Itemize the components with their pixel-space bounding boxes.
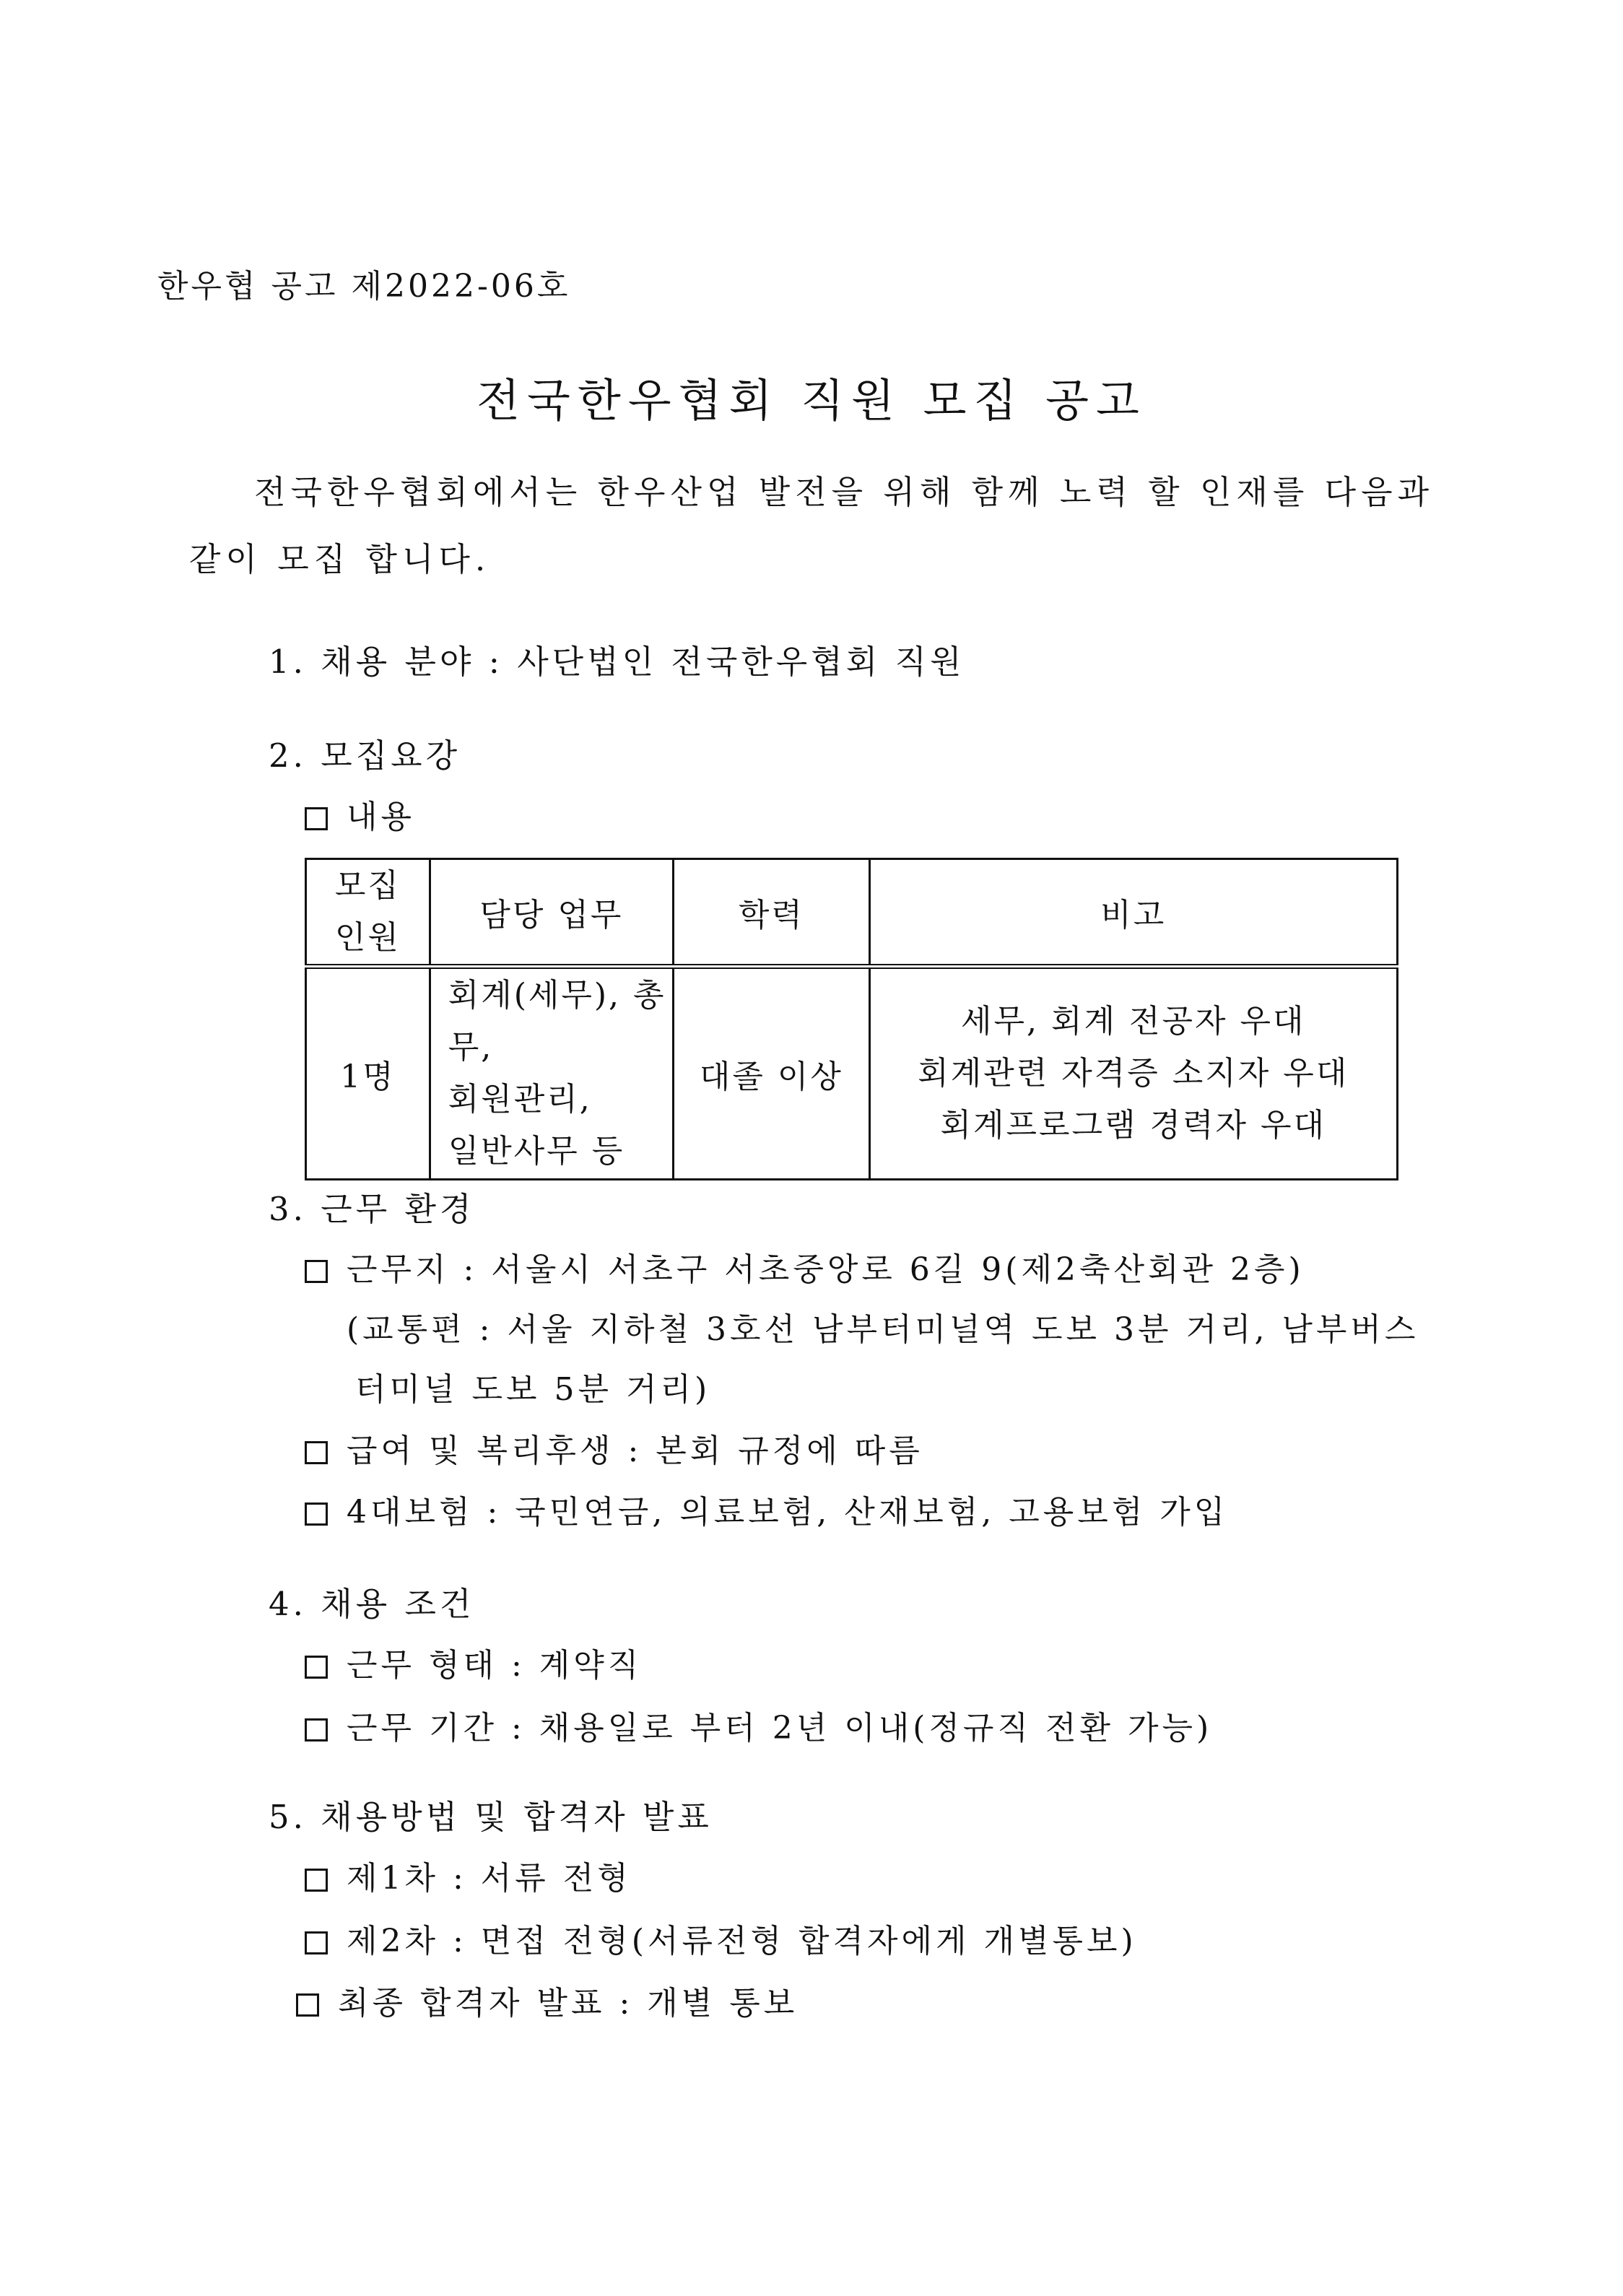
workplace-text: 근무지 : 서울시 서초구 서초중앙로 6길 9(제2축산회관 2층): [347, 1251, 1305, 1288]
checkbox-icon: [296, 1993, 319, 2017]
duty-line: 일반사무 등: [448, 1133, 625, 1170]
checkbox-icon: [305, 1931, 328, 1954]
section-5-heading: 5. 채용방법 및 합격자 발표: [269, 1798, 713, 1836]
salary-text: 급여 및 복리후생 : 본회 규정에 따름: [347, 1432, 923, 1469]
intro-line-1: 전국한우협회에서는 한우산업 발전을 위해 함께 노력 할 인재를 다음과: [254, 473, 1435, 511]
section-2-heading: 2. 모집요강: [269, 736, 461, 775]
section-3-item-salary: [305, 1425, 923, 1471]
duty-line: 회원관리,: [448, 1081, 592, 1118]
cell-count: 1명: [306, 967, 430, 1180]
cell-education: 대졸 이상: [674, 967, 869, 1180]
transport-line-2: 터미널 도보 5분 거리): [355, 1371, 711, 1408]
note-line: 회계관련 자격증 소지자 우대: [918, 1055, 1349, 1092]
cell-duties: [430, 967, 673, 1180]
document-title: 전국한우협회 직원 모집 공고: [477, 374, 1146, 427]
header-education: 학력: [674, 859, 869, 967]
work-period-text: 근무 기간 : 채용일로 부터 2년 이내(정규직 전환 가능): [347, 1710, 1213, 1747]
checkbox-icon: [305, 1869, 328, 1892]
checkbox-icon: [305, 1718, 328, 1741]
checkbox-icon: [305, 1656, 328, 1679]
checkbox-icon: [305, 1441, 328, 1464]
section-1-recruit-field: 1. 채용 분야 : 사단법인 전국한우협회 직원: [269, 643, 965, 681]
section-3-item-insurance: [305, 1486, 1228, 1532]
table-row: [306, 967, 1398, 1180]
cell-notes: [869, 967, 1397, 1180]
header-count-line-2: 인원: [334, 919, 401, 956]
checkbox-icon: [305, 807, 328, 830]
recruitment-table: [305, 858, 1398, 1180]
section-2-sub: [305, 791, 415, 837]
checkbox-icon: [305, 1260, 328, 1283]
section-5-item-final: [296, 1977, 798, 2023]
section-4-item-type: [305, 1639, 642, 1685]
final-announcement-text: 최종 합격자 발표 : 개별 통보: [338, 1985, 799, 2022]
section-2-sub-label: 내용: [347, 799, 416, 835]
header-duties: 담당 업무: [430, 859, 673, 967]
note-line: 세무, 회계 전공자 우대: [961, 1003, 1306, 1040]
work-type-text: 근무 형태 : 계약직: [347, 1647, 643, 1684]
header-notes: 비고: [869, 859, 1397, 967]
duty-line: 회계(세무), 총무,: [448, 977, 666, 1066]
section-5-item-first: [305, 1852, 632, 1898]
checkbox-icon: [305, 1503, 328, 1526]
intro-line-2: 같이 모집 합니다.: [189, 540, 491, 578]
table-header-row: [306, 859, 1398, 967]
transport-line-1: (교통편 : 서울 지하철 3호선 남부터미널역 도보 3분 거리, 남부버스: [347, 1311, 1419, 1348]
note-line: 회계프로그램 경력자 우대: [940, 1107, 1327, 1144]
section-3-heading: 3. 근무 환경: [269, 1190, 475, 1228]
insurance-text: 4대보험 : 국민연금, 의료보험, 산재보험, 고용보험 가입: [347, 1494, 1229, 1531]
notice-number: 한우협 공고 제2022-06호: [157, 268, 571, 305]
section-4-heading: 4. 채용 조건: [269, 1585, 475, 1623]
second-stage-text: 제2차 : 면접 전형(서류전형 합격자에게 개별통보): [347, 1923, 1137, 1960]
header-count: [306, 859, 430, 967]
section-3-item-workplace: [305, 1243, 1305, 1290]
section-5-item-second: [305, 1915, 1137, 1961]
first-stage-text: 제1차 : 서류 전형: [347, 1860, 632, 1897]
header-count-line-1: 모집: [334, 867, 401, 904]
section-4-item-period: [305, 1702, 1212, 1748]
